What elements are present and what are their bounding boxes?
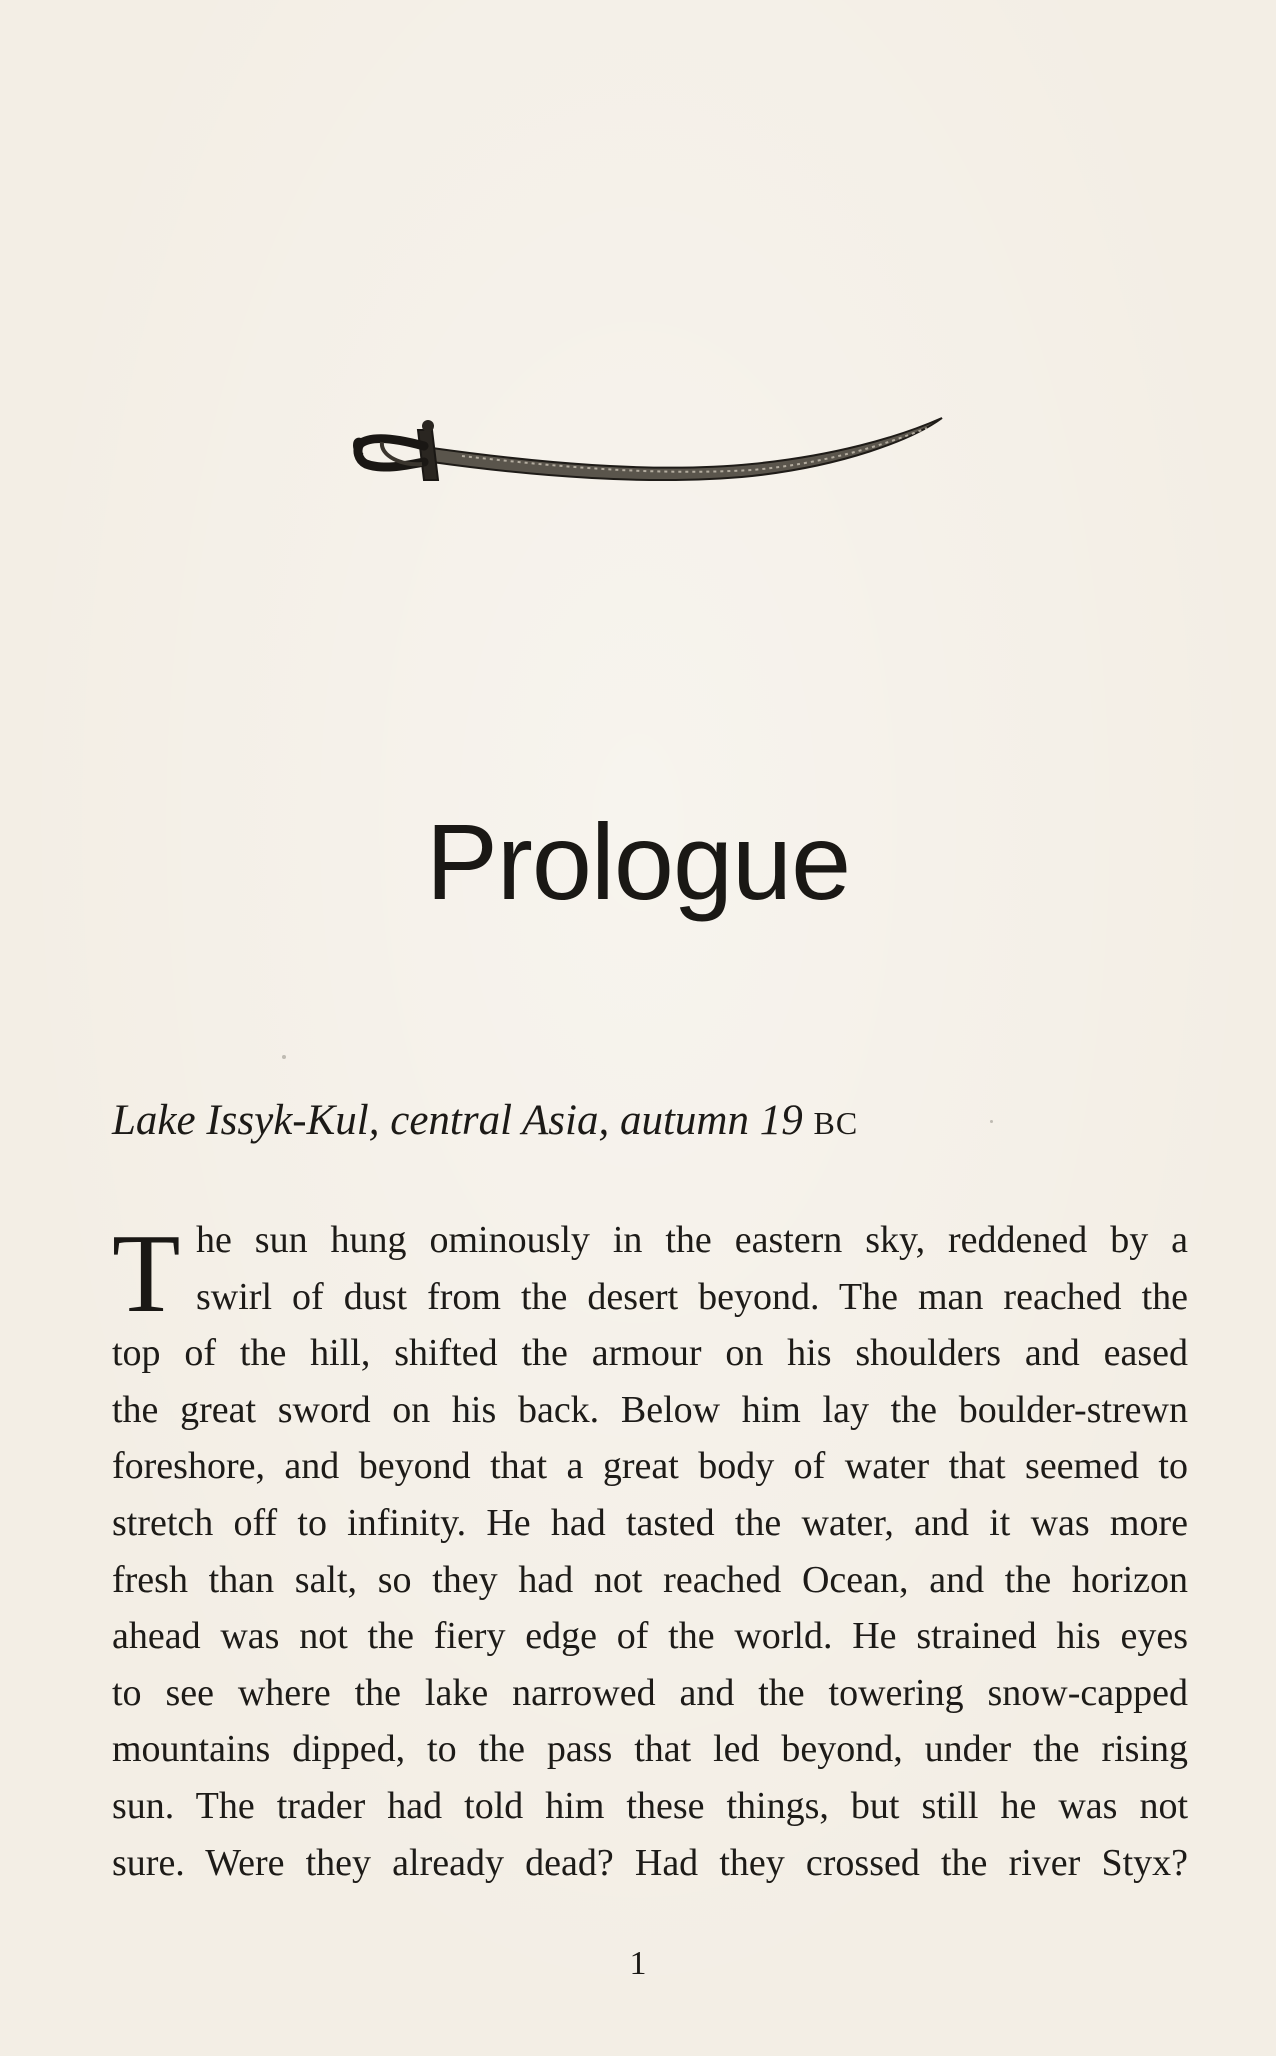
drop-cap: T (112, 1212, 181, 1336)
paper-speck (282, 1055, 286, 1059)
curved-sword-icon (352, 400, 952, 510)
text-line: to see where the lake narrowed and the towering snow-capped (112, 1671, 1188, 1714)
text-line: foreshore, and beyond that a great body of water that seemed to (112, 1445, 1188, 1488)
text-line: fresh than salt, so they had not reached Ocean, and the horizon (112, 1558, 1188, 1601)
text-line: sun. The trader had told him these things, but still he was not (112, 1784, 1188, 1827)
location-text: Lake Issyk-Kul, central Asia, autumn 19 (112, 1097, 814, 1144)
paper-speck (990, 1120, 993, 1123)
text-line: stretch off to infinity. He had tasted the water, and it was more (112, 1501, 1188, 1544)
page-number: 1 (629, 1945, 647, 1982)
text-line: he sun hung ominously in the eastern sky, reddened by a (196, 1219, 1188, 1261)
text-line: ahead was not the fiery edge of the world. He strained his eyes (112, 1615, 1188, 1658)
text-line: mountains dipped, to the pass that led beyond, under the rising (112, 1728, 1188, 1771)
text-line: swirl of dust from the desert beyond. The man reached the (196, 1275, 1188, 1318)
text-line: the great sword on his back. Below him lay the boulder-strewn (112, 1388, 1188, 1431)
text-line: top of the hill, shifted the armour on his shoulders and eased (112, 1332, 1188, 1375)
era-label: BC (813, 1105, 859, 1141)
chapter-location (112, 1095, 858, 1147)
text-line: sure. Were they already dead? Had they crossed the river Styx? (112, 1841, 1188, 1884)
chapter-title: Prologue (425, 801, 851, 922)
body-paragraph (112, 1212, 1188, 1891)
